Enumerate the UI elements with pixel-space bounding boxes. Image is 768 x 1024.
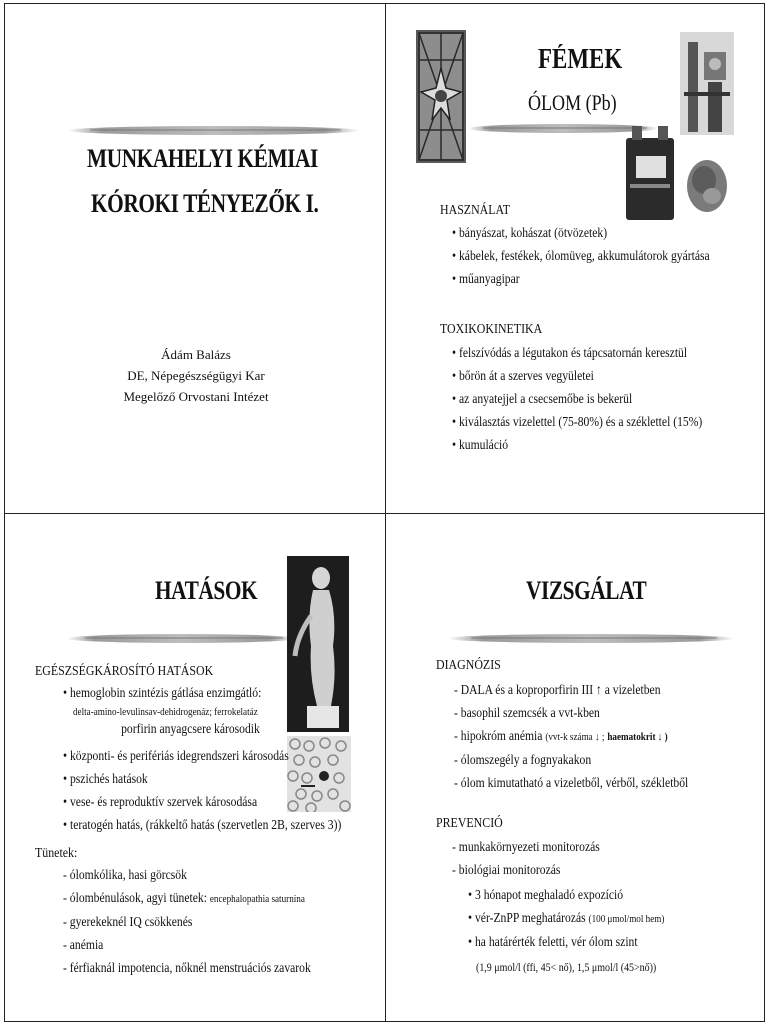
toxicokinetics-list — [452, 342, 754, 457]
slide-examination — [385, 513, 765, 1022]
list-item: • teratogén hatás, (rákkeltő hatás (szervetlen 2B, szerves 3)) — [63, 818, 342, 833]
section-usage: HASZNÁLAT — [440, 203, 511, 218]
usage-list — [452, 222, 762, 291]
list-item: - férfiaknál impotencia, nőknél menstruációs zavarok — [63, 961, 311, 976]
list-item: - DALA és a koproporfirin III ↑ a vizeletben — [454, 683, 661, 698]
list-item: - gyerekeknél IQ csökkenés — [63, 915, 193, 930]
symptom-detail: encephalopathia saturnina — [209, 893, 305, 905]
list-item: - ólomkólika, hasi görcsök — [63, 868, 187, 883]
author-name: Ádám Balázs — [161, 347, 231, 362]
list-item: - basophil szemcsék a vvt-kben — [454, 706, 600, 721]
list-item: - munkakörnyezeti monitorozás — [452, 840, 600, 855]
slide-effects — [4, 513, 386, 1022]
diag-detail: (vvt-k száma ↓ ; — [545, 731, 605, 743]
list-item: • műanyagipar — [452, 272, 520, 287]
factory-photo — [680, 32, 734, 135]
list-item: • kiválasztás vizelettel (75-80%) és a széklettel (15%) — [452, 415, 703, 430]
list-item: - ólomszegély a fognyakakon — [454, 753, 592, 768]
stained-glass-image — [416, 30, 466, 163]
slide-title: HATÁSOK — [155, 576, 258, 605]
list-item — [63, 887, 311, 911]
battery-image — [622, 120, 678, 224]
list-item: • bőrön át a szerves vegyületei — [452, 369, 594, 384]
section-health-effects: EGÉSZSÉGKÁROSÍTÓ HATÁSOK — [35, 664, 214, 679]
slide-subtitle: ÓLOM (Pb) — [528, 90, 617, 115]
list-item: • az anyatejjel a csecsemőbe is bekerül — [452, 392, 633, 407]
diag-detail-bold: haematokrit ↓ ) — [607, 731, 668, 743]
sub-text: • vér-ZnPP meghatározás — [468, 911, 586, 926]
effects-list — [63, 745, 386, 837]
biological-monitoring-list — [468, 884, 705, 954]
slide-title-line1: MUNKAHELYI KÉMIAI — [87, 144, 318, 173]
lead-level-detail: (1,9 μmol/l (ffi, 45< nő), 1,5 μmol/l (45>nő)) — [476, 960, 657, 974]
section-prevention: PREVENCIÓ — [436, 816, 503, 831]
list-item: • pszichés hatások — [63, 772, 148, 787]
section-symptoms: Tünetek: — [35, 846, 78, 861]
author-block — [5, 344, 386, 407]
list-item: - biológiai monitorozás — [452, 863, 561, 878]
list-item: • kábelek, festékek, ólomüveg, akkumulátorok gyártása — [452, 249, 710, 264]
diagnosis-list — [454, 679, 736, 795]
list-item: • vese- és reproduktív szervek károsodása — [63, 795, 258, 810]
list-item: • bányászat, kohászat (ötvözetek) — [452, 226, 608, 241]
list-item: • felszívódás a légutakon és tápcsatornán keresztül — [452, 346, 688, 361]
section-toxicokinetics: TOXIKOKINETIKA — [440, 322, 543, 337]
slide-title-line2: KÓROKI TÉNYEZŐK I. — [91, 189, 319, 218]
list-item: • hemoglobin szintézis gátlása enzimgátló: — [63, 686, 262, 701]
list-item: • 3 hónapot meghaladó expozíció — [468, 888, 624, 903]
effect-result: porfirin anyagcsere károsodik — [121, 722, 260, 737]
diag-text: - hipokróm anémia — [454, 729, 543, 744]
list-item: • központi- és perifériás idegrendszeri károsodás — [63, 749, 289, 764]
decorative-swoosh — [448, 634, 734, 643]
sub-detail: (100 μmol/mol hem) — [588, 913, 665, 925]
effect-hemoglobin — [63, 684, 302, 740]
list-item: - anémia — [63, 938, 104, 953]
prevention-list — [452, 836, 630, 882]
list-item: • kumuláció — [452, 438, 509, 453]
list-item — [468, 907, 664, 931]
decorative-swoosh — [67, 634, 297, 643]
list-item — [454, 725, 688, 749]
slide-metals — [385, 3, 765, 514]
institute-name: Megelőző Orvostani Intézet — [123, 389, 269, 404]
decorative-swoosh — [67, 126, 359, 135]
list-item: • ha határérték feletti, vér ólom szint — [468, 935, 638, 950]
symptom-text: - ólombénulások, agyi tünetek: — [63, 891, 207, 906]
section-diagnosis: DIAGNÓZIS — [436, 658, 501, 673]
symptoms-list — [63, 864, 362, 980]
faculty-name: DE, Népegészségügyi Kar — [127, 368, 265, 383]
effect-detail: delta-amino-levulinsav-dehidrogenáz; ferrokelatáz — [72, 706, 258, 718]
lead-powder-image — [682, 144, 732, 222]
slide-title — [4, 3, 386, 514]
slide-title: FÉMEK — [538, 44, 623, 75]
list-item: - ólom kimutatható a vizeletből, vérből, székletből — [454, 776, 689, 791]
slide-title: VIZSGÁLAT — [526, 576, 647, 605]
